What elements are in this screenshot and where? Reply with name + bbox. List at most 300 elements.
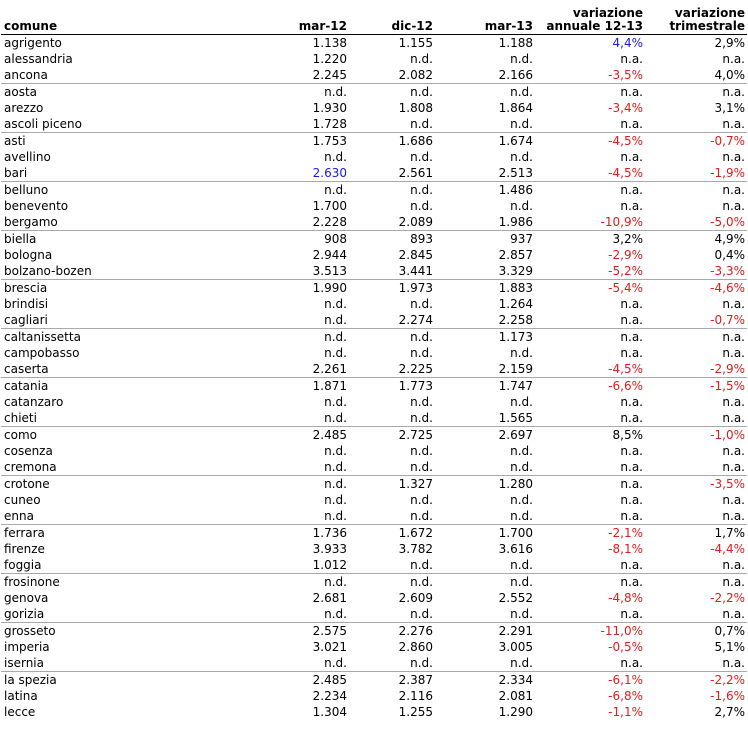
cell-dic-12: n.d.	[410, 492, 433, 507]
cell-mar-12: n.d.	[324, 492, 347, 507]
cell-variazione-trimestrale: n.a.	[645, 83, 747, 100]
cell-mar-13: 3.005	[498, 639, 533, 654]
table-row	[1, 671, 747, 688]
cell-mar-13: n.d.	[510, 198, 533, 213]
cell-variazione-trimestrale: -2,2%	[710, 590, 745, 605]
cell-mar-13: 1.674	[435, 132, 535, 149]
table-row	[1, 247, 747, 263]
cell-comune: belluno	[1, 181, 261, 198]
cell-dic-12: 2.387	[349, 671, 435, 688]
cell-variazione-annuale: 4,4%	[612, 35, 643, 50]
cell-comune: caltanissetta	[1, 328, 261, 345]
cell-variazione-annuale: -5,2%	[608, 263, 643, 278]
cell-comune: caserta	[4, 361, 49, 376]
cell-variazione-trimestrale: n.a.	[722, 655, 745, 670]
cell-mar-12: 2.234	[312, 688, 347, 703]
cell-variazione-annuale: n.a.	[620, 557, 643, 572]
cell-mar-13: n.d.	[510, 394, 533, 409]
cell-variazione-trimestrale: n.a.	[722, 394, 745, 409]
cell-dic-12: 2.725	[349, 426, 435, 443]
cell-mar-13: 2.334	[435, 671, 535, 688]
cell-variazione-trimestrale: -2,2%	[645, 671, 747, 688]
cell-variazione-trimestrale: 5,1%	[714, 639, 745, 654]
cell-mar-13: n.d.	[510, 606, 533, 621]
cell-mar-12: n.d.	[324, 345, 347, 360]
cell-mar-12: n.d.	[324, 410, 347, 425]
cell-variazione-trimestrale: -1,0%	[645, 426, 747, 443]
cell-variazione-trimestrale: 2,7%	[714, 704, 745, 719]
cell-variazione-trimestrale: -4,6%	[645, 279, 747, 296]
cell-mar-12: 1.990	[261, 279, 349, 296]
cell-dic-12: 2.225	[398, 361, 433, 376]
cell-dic-12: 2.082	[398, 67, 433, 82]
table-row	[1, 606, 747, 623]
cell-variazione-trimestrale: -1,5%	[645, 377, 747, 394]
cell-comune: catania	[1, 377, 261, 394]
cell-mar-13: 1.188	[498, 35, 533, 50]
table-row	[1, 524, 747, 541]
cell-mar-12: 908	[261, 230, 349, 247]
cell-dic-12: n.d.	[410, 296, 433, 311]
cell-variazione-trimestrale: n.a.	[722, 557, 745, 572]
table-row	[1, 312, 747, 329]
cell-variazione-trimestrale: -2,9%	[710, 361, 745, 376]
cell-mar-13: 1.883	[435, 279, 535, 296]
cell-variazione-annuale: 8,5%	[535, 426, 645, 443]
table-row	[1, 198, 747, 214]
cell-dic-12: 3.441	[398, 263, 433, 278]
cell-mar-13: n.d.	[510, 443, 533, 458]
cell-dic-12: n.d.	[410, 394, 433, 409]
cell-variazione-trimestrale: -5,0%	[710, 214, 745, 229]
cell-comune: chieti	[4, 410, 37, 425]
cell-variazione-trimestrale: n.a.	[722, 508, 745, 523]
header-variazione-trimestrale-line2: trimestrale	[669, 18, 745, 33]
cell-variazione-annuale: 3,2%	[535, 230, 645, 247]
cell-variazione-trimestrale: n.a.	[645, 573, 747, 590]
cell-mar-13: 3.616	[498, 541, 533, 556]
cell-variazione-annuale: -10,9%	[600, 214, 643, 229]
table-row	[1, 165, 747, 182]
cell-mar-13: n.d.	[510, 655, 533, 670]
cell-variazione-annuale: -11,0%	[535, 622, 645, 639]
cell-variazione-annuale: n.a.	[620, 459, 643, 474]
cell-variazione-trimestrale: n.a.	[722, 492, 745, 507]
cell-comune: frosinone	[1, 573, 261, 590]
cell-variazione-trimestrale: 3,1%	[714, 100, 745, 115]
cell-mar-12: n.d.	[261, 328, 349, 345]
table-row	[1, 100, 747, 116]
table-row	[1, 361, 747, 378]
cell-comune: enna	[4, 508, 34, 523]
cell-mar-13: 1.264	[498, 296, 533, 311]
table-row	[1, 410, 747, 427]
cell-variazione-annuale: n.a.	[620, 296, 643, 311]
cell-variazione-annuale: n.a.	[620, 394, 643, 409]
cell-mar-13: 1.864	[498, 100, 533, 115]
cell-variazione-trimestrale: -0,7%	[645, 132, 747, 149]
table-row	[1, 230, 747, 247]
cell-mar-12: 3.933	[312, 541, 347, 556]
header-dic-12: dic-12	[349, 0, 435, 34]
cell-mar-12: 1.220	[312, 51, 347, 66]
cell-dic-12: 1.155	[398, 35, 433, 50]
table-row	[1, 51, 747, 67]
header-variazione-annuale	[535, 0, 645, 34]
cell-mar-13: 1.747	[435, 377, 535, 394]
cell-variazione-annuale: n.a.	[620, 116, 643, 131]
cell-comune: arezzo	[4, 100, 44, 115]
table-row	[1, 263, 747, 280]
cell-comune: avellino	[4, 149, 51, 164]
cell-mar-12: n.d.	[324, 655, 347, 670]
table-row	[1, 459, 747, 476]
cell-dic-12: 2.116	[398, 688, 433, 703]
cell-mar-12: 1.138	[312, 35, 347, 50]
cell-mar-13: n.d.	[510, 557, 533, 572]
cell-variazione-trimestrale: n.a.	[722, 198, 745, 213]
cell-variazione-annuale: -0,5%	[608, 639, 643, 654]
cell-mar-12: 1.930	[312, 100, 347, 115]
table-row	[1, 443, 747, 459]
header-variazione-annuale-line2: annuale 12-13	[546, 18, 643, 33]
cell-mar-12: 2.261	[312, 361, 347, 376]
table-row	[1, 116, 747, 133]
cell-variazione-annuale: n.a.	[535, 181, 645, 198]
cell-variazione-trimestrale: -3,5%	[645, 475, 747, 492]
cell-dic-12: n.d.	[349, 573, 435, 590]
cell-comune: biella	[1, 230, 261, 247]
cell-mar-12: 2.228	[312, 214, 347, 229]
cell-mar-12: 2.944	[312, 247, 347, 262]
header-comune: comune	[1, 0, 261, 34]
table-row	[1, 655, 747, 672]
cell-variazione-trimestrale: -1,6%	[710, 688, 745, 703]
table-row	[1, 557, 747, 574]
table-row	[1, 475, 747, 492]
cell-mar-13: 2.258	[498, 312, 533, 327]
cell-variazione-annuale: n.a.	[535, 83, 645, 100]
cell-mar-12: 2.630	[312, 165, 347, 180]
cell-variazione-trimestrale: -1,9%	[710, 165, 745, 180]
cell-variazione-annuale: n.a.	[620, 345, 643, 360]
cell-dic-12: 1.686	[349, 132, 435, 149]
cell-mar-12: n.d.	[324, 296, 347, 311]
cell-variazione-annuale: n.a.	[620, 410, 643, 425]
cell-variazione-annuale: n.a.	[620, 606, 643, 621]
header-variazione-trimestrale-line1: variazione	[674, 5, 745, 20]
prices-table	[1, 0, 747, 720]
cell-comune: bologna	[4, 247, 53, 262]
cell-mar-12: 2.485	[261, 426, 349, 443]
cell-variazione-trimestrale: n.a.	[722, 149, 745, 164]
cell-comune: benevento	[4, 198, 69, 213]
cell-comune: cuneo	[4, 492, 41, 507]
cell-mar-13: 1.290	[498, 704, 533, 719]
cell-mar-13: n.d.	[510, 492, 533, 507]
cell-mar-12: 1.753	[261, 132, 349, 149]
cell-mar-13: n.d.	[435, 573, 535, 590]
cell-mar-13: 2.166	[498, 67, 533, 82]
cell-mar-13: 2.697	[435, 426, 535, 443]
cell-variazione-annuale: -4,5%	[608, 165, 643, 180]
cell-variazione-trimestrale: 0,4%	[714, 247, 745, 262]
cell-variazione-annuale: n.a.	[620, 149, 643, 164]
cell-mar-12: 1.728	[312, 116, 347, 131]
table-row	[1, 622, 747, 639]
cell-mar-13: n.d.	[510, 51, 533, 66]
cell-mar-12: n.d.	[324, 459, 347, 474]
cell-mar-12: 1.700	[312, 198, 347, 213]
cell-variazione-annuale: -2,1%	[535, 524, 645, 541]
cell-variazione-annuale: -3,4%	[608, 100, 643, 115]
cell-mar-13: 2.159	[498, 361, 533, 376]
cell-comune: lecce	[4, 704, 36, 719]
cell-mar-12: n.d.	[324, 606, 347, 621]
cell-mar-13: 2.081	[498, 688, 533, 703]
cell-dic-12: 2.609	[398, 590, 433, 605]
cell-variazione-annuale: -6,6%	[535, 377, 645, 394]
cell-variazione-annuale: n.a.	[620, 443, 643, 458]
cell-variazione-annuale: -1,1%	[608, 704, 643, 719]
cell-comune: crotone	[1, 475, 261, 492]
cell-variazione-annuale: n.a.	[535, 475, 645, 492]
cell-variazione-trimestrale: n.a.	[722, 443, 745, 458]
cell-mar-12: 2.245	[312, 67, 347, 82]
cell-mar-13: n.d.	[510, 149, 533, 164]
cell-dic-12: n.d.	[410, 149, 433, 164]
cell-variazione-trimestrale: n.a.	[722, 459, 745, 474]
cell-dic-12: 2.089	[398, 214, 433, 229]
cell-comune: cagliari	[4, 312, 48, 327]
cell-dic-12: 1.773	[349, 377, 435, 394]
table-row	[1, 328, 747, 345]
cell-mar-13: n.d.	[510, 345, 533, 360]
cell-mar-12: n.d.	[261, 181, 349, 198]
cell-mar-13: 1.280	[435, 475, 535, 492]
cell-variazione-annuale: -2,9%	[608, 247, 643, 262]
cell-variazione-trimestrale: 4,9%	[645, 230, 747, 247]
table-row	[1, 149, 747, 165]
header-variazione-annuale-line1: variazione	[572, 5, 643, 20]
cell-mar-13: n.d.	[435, 83, 535, 100]
cell-mar-13: 2.291	[435, 622, 535, 639]
cell-variazione-trimestrale: 0,7%	[645, 622, 747, 639]
cell-comune: cremona	[4, 459, 57, 474]
header-mar-12: mar-12	[261, 0, 349, 34]
cell-comune: cosenza	[4, 443, 53, 458]
cell-mar-13: 2.857	[498, 247, 533, 262]
cell-mar-12: 1.012	[312, 557, 347, 572]
cell-dic-12: n.d.	[349, 83, 435, 100]
cell-mar-13: 937	[435, 230, 535, 247]
cell-dic-12: n.d.	[410, 51, 433, 66]
cell-variazione-trimestrale: n.a.	[645, 328, 747, 345]
cell-mar-12: n.d.	[324, 508, 347, 523]
cell-mar-13: 1.700	[435, 524, 535, 541]
cell-variazione-trimestrale: n.a.	[722, 410, 745, 425]
cell-variazione-annuale: n.a.	[620, 198, 643, 213]
cell-variazione-annuale: -4,5%	[535, 132, 645, 149]
cell-variazione-annuale: -4,8%	[608, 590, 643, 605]
cell-dic-12: 2.274	[398, 312, 433, 327]
table-row	[1, 394, 747, 410]
cell-mar-12: n.d.	[261, 573, 349, 590]
table-row	[1, 688, 747, 704]
table-row	[1, 492, 747, 508]
table-row	[1, 704, 747, 720]
cell-variazione-trimestrale: 1,7%	[645, 524, 747, 541]
cell-variazione-trimestrale: n.a.	[722, 116, 745, 131]
cell-comune: como	[1, 426, 261, 443]
cell-dic-12: 893	[349, 230, 435, 247]
cell-comune: agrigento	[4, 35, 62, 50]
cell-mar-12: n.d.	[324, 312, 347, 327]
table-row	[1, 377, 747, 394]
header-mar-13: mar-13	[435, 0, 535, 34]
cell-variazione-trimestrale: n.a.	[722, 296, 745, 311]
table-row	[1, 214, 747, 231]
table-row	[1, 573, 747, 590]
cell-dic-12: 2.845	[398, 247, 433, 262]
cell-variazione-annuale: n.a.	[535, 328, 645, 345]
cell-comune: aosta	[1, 83, 261, 100]
cell-comune: bari	[4, 165, 28, 180]
cell-comune: imperia	[4, 639, 50, 654]
cell-dic-12: n.d.	[410, 655, 433, 670]
header-variazione-trimestrale	[645, 0, 747, 34]
cell-variazione-trimestrale: n.a.	[722, 345, 745, 360]
cell-comune: ferrara	[1, 524, 261, 541]
cell-variazione-annuale: n.a.	[620, 312, 643, 327]
cell-dic-12: n.d.	[410, 198, 433, 213]
cell-comune: bergamo	[4, 214, 58, 229]
cell-comune: grosseto	[1, 622, 261, 639]
cell-mar-13: 1.565	[498, 410, 533, 425]
cell-mar-13: n.d.	[510, 508, 533, 523]
cell-comune: latina	[4, 688, 38, 703]
cell-dic-12: 1.672	[349, 524, 435, 541]
cell-variazione-trimestrale: 2,9%	[714, 35, 745, 50]
cell-comune: genova	[4, 590, 49, 605]
cell-variazione-trimestrale: n.a.	[722, 51, 745, 66]
cell-mar-13: 1.173	[435, 328, 535, 345]
cell-variazione-annuale: n.a.	[620, 51, 643, 66]
table-row	[1, 345, 747, 361]
cell-mar-12: 2.681	[312, 590, 347, 605]
cell-comune: gorizia	[4, 606, 45, 621]
cell-comune: ascoli piceno	[4, 116, 82, 131]
cell-mar-13: n.d.	[510, 116, 533, 131]
table-row	[1, 279, 747, 296]
cell-comune: alessandria	[4, 51, 73, 66]
cell-mar-12: 1.871	[261, 377, 349, 394]
cell-variazione-annuale: -5,4%	[535, 279, 645, 296]
table-row	[1, 296, 747, 312]
cell-comune: la spezia	[1, 671, 261, 688]
cell-dic-12: n.d.	[410, 606, 433, 621]
table-row	[1, 508, 747, 525]
cell-dic-12: n.d.	[410, 410, 433, 425]
table-row	[1, 426, 747, 443]
table-row	[1, 34, 747, 51]
cell-comune: brescia	[1, 279, 261, 296]
cell-variazione-trimestrale: -4,4%	[710, 541, 745, 556]
table-row	[1, 83, 747, 100]
cell-comune: foggia	[4, 557, 42, 572]
cell-dic-12: n.d.	[349, 328, 435, 345]
cell-variazione-annuale: n.a.	[620, 508, 643, 523]
cell-mar-12: 3.021	[312, 639, 347, 654]
cell-mar-12: n.d.	[261, 83, 349, 100]
cell-comune: campobasso	[4, 345, 80, 360]
cell-variazione-annuale: n.a.	[620, 492, 643, 507]
cell-dic-12: 2.276	[349, 622, 435, 639]
cell-variazione-annuale: -8,1%	[608, 541, 643, 556]
cell-dic-12: 1.973	[349, 279, 435, 296]
table-row	[1, 639, 747, 655]
cell-dic-12: 1.327	[349, 475, 435, 492]
cell-variazione-trimestrale: -0,7%	[710, 312, 745, 327]
table-row	[1, 181, 747, 198]
cell-comune: bolzano-bozen	[4, 263, 92, 278]
cell-mar-12: n.d.	[324, 149, 347, 164]
table-row	[1, 67, 747, 84]
cell-variazione-annuale: n.a.	[620, 655, 643, 670]
table-row	[1, 590, 747, 606]
cell-dic-12: n.d.	[410, 345, 433, 360]
cell-mar-13: 1.986	[498, 214, 533, 229]
cell-comune: isernia	[4, 655, 44, 670]
cell-dic-12: 2.860	[398, 639, 433, 654]
cell-dic-12: n.d.	[410, 557, 433, 572]
cell-dic-12: n.d.	[410, 508, 433, 523]
cell-mar-12: 2.575	[261, 622, 349, 639]
cell-comune: catanzaro	[4, 394, 64, 409]
cell-variazione-annuale: -4,5%	[608, 361, 643, 376]
cell-dic-12: 2.561	[398, 165, 433, 180]
cell-mar-12: 1.736	[261, 524, 349, 541]
cell-dic-12: n.d.	[349, 181, 435, 198]
cell-dic-12: 1.255	[398, 704, 433, 719]
cell-variazione-annuale: -6,8%	[608, 688, 643, 703]
cell-dic-12: n.d.	[410, 443, 433, 458]
cell-comune: asti	[1, 132, 261, 149]
cell-variazione-trimestrale: -3,3%	[710, 263, 745, 278]
cell-variazione-trimestrale: 4,0%	[714, 67, 745, 82]
cell-dic-12: n.d.	[410, 116, 433, 131]
table-header-row	[1, 0, 747, 34]
table-body	[1, 34, 747, 720]
cell-variazione-annuale: n.a.	[535, 573, 645, 590]
cell-mar-12: n.d.	[261, 475, 349, 492]
table-row	[1, 132, 747, 149]
cell-mar-13: 2.513	[498, 165, 533, 180]
cell-comune: ancona	[4, 67, 48, 82]
cell-variazione-trimestrale: n.a.	[722, 606, 745, 621]
cell-mar-12: n.d.	[324, 443, 347, 458]
cell-mar-12: n.d.	[324, 394, 347, 409]
cell-mar-13: n.d.	[510, 459, 533, 474]
cell-mar-12: 1.304	[312, 704, 347, 719]
cell-dic-12: n.d.	[410, 459, 433, 474]
cell-mar-12: 3.513	[312, 263, 347, 278]
table-row	[1, 541, 747, 557]
cell-mar-13: 1.486	[435, 181, 535, 198]
cell-mar-13: 3.329	[498, 263, 533, 278]
cell-dic-12: 3.782	[398, 541, 433, 556]
cell-variazione-trimestrale: n.a.	[645, 181, 747, 198]
